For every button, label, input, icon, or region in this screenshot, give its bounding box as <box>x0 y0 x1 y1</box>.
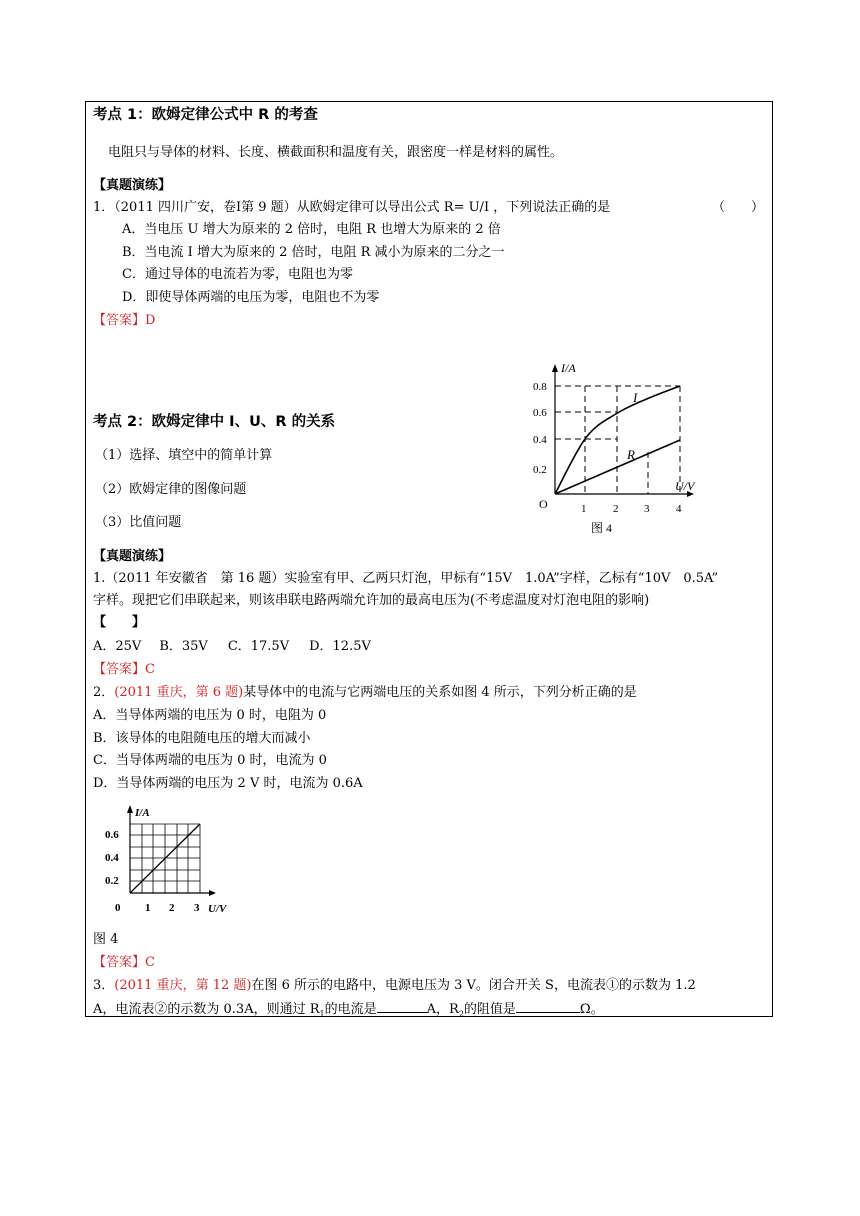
figure-top-grid <box>555 386 680 494</box>
y-tick-04: 0.4 <box>533 434 547 446</box>
small-x-tick-2: 2 <box>169 902 175 914</box>
origin-label: O <box>539 497 548 511</box>
small-origin: 0 <box>115 902 121 914</box>
curve-I-label: I <box>633 390 638 405</box>
s2-item-3: （3）比值问题 <box>95 515 182 530</box>
section2-title: 考点 2：欧姆定律中 I、U、R 的关系 <box>93 414 336 430</box>
y-tick-08: 0.8 <box>533 381 547 393</box>
s2-q1-line2: 字样。现把它们串联起来，则该串联电路两端允许加的最高电压为(不考虑温度对灯泡电阻的影响) <box>93 593 650 608</box>
s1-q1-option-b: B．当电流 I 增大为原来的 2 倍时，电阻 R 减小为原来的二分之一 <box>122 245 505 260</box>
s2-q3-source: (2011 重庆，第 12 题) <box>114 978 252 993</box>
blank-2 <box>516 999 580 1013</box>
s2-q2-answer: 【答案】C <box>93 955 155 970</box>
section1-title: 考点 1：欧姆定律公式中 R 的考查 <box>93 107 318 123</box>
s1-q1-option-c: C．通过导体的电流若为零，电阻也为零 <box>122 267 353 282</box>
y-axis-label: I/A <box>561 362 576 375</box>
small-y-tick-02: 0.2 <box>105 875 119 887</box>
s2-q3-line2: A，电流表②的示数为 0.3A，则通过 $R_1$的电流是 A，$R_2$的阻值是 Ω。 <box>93 999 604 1024</box>
s1-q1-option-d: D．即使导体两端的电压为零，电阻也不为零 <box>122 290 380 305</box>
s2-q1-line1: 1.（2011 年安徽省 第 16 题）实验室有甲、乙两只灯泡，甲标有“15V 1.0A”字样，乙标有“10V 0.5A” <box>93 571 719 586</box>
section1-intro: 电阻只与导体的材料、长度、横截面积和温度有关，跟密度一样是材料的属性。 <box>108 145 564 160</box>
s2-item-2: （2）欧姆定律的图像问题 <box>95 482 247 497</box>
x-axis-label: U/V <box>675 479 695 493</box>
practice-header-1: 【真题演练】 <box>93 178 172 193</box>
s2-q2-option-b: B．该导体的电阻随电压的增大而减小 <box>93 731 311 746</box>
x-tick-3: 3 <box>644 503 650 515</box>
s2-q2-option-d: D．当导体两端的电压为 2 V 时，电流为 0.6A <box>93 776 363 791</box>
s2-q1-option-c: C．17.5V <box>227 639 290 654</box>
s2-q2-figure-caption: 图 4 <box>93 932 119 947</box>
s1-q1-bracket: （ ） <box>712 200 765 215</box>
s2-item-1: （1）选择、填空中的简单计算 <box>95 448 273 463</box>
s2-q1-option-a: A．25V <box>93 639 142 654</box>
small-y-tick-04: 0.4 <box>105 852 119 864</box>
s1-q1-stem: 1．（2011 四川广安，卷Ⅰ第 9 题）从欧姆定律可以导出公式 R= U/I ，下列说法正确的是 <box>93 200 611 215</box>
small-x-arrow <box>209 890 216 896</box>
figure-top-caption: 图 4 <box>591 521 613 535</box>
s1-q1-option-a: A．当电压 U 增大为原来的 2 倍时，电阻 R 也增大为原来的 2 倍 <box>122 222 501 237</box>
small-y-arrow <box>127 805 133 813</box>
x-tick-1: 1 <box>581 503 587 515</box>
s2-q2-option-a: A．当导体两端的电压为 0 时，电阻为 0 <box>93 708 327 723</box>
small-y-label: I/A <box>135 807 150 819</box>
s2-q1-option-d: D．12.5V <box>309 639 371 654</box>
line-R-label: R <box>627 447 635 462</box>
s2-q1-option-b: B．35V <box>159 639 208 654</box>
y-axis-arrow <box>552 364 558 372</box>
s1-q1-answer: 【答案】D <box>93 313 156 328</box>
small-x-tick-3: 3 <box>194 902 200 914</box>
y-tick-02: 0.2 <box>533 464 547 476</box>
s2-q1-bracket: 【 】 <box>93 615 146 630</box>
s2-q3-stem: 3．(2011 重庆，第 12 题)在图 6 所示的电路中，电源电压为 3 V。闭合开关 S，电流表①的示数为 1.2 <box>93 978 696 993</box>
practice-header-2: 【真题演练】 <box>93 549 172 564</box>
blank-1 <box>377 999 427 1013</box>
figure-small-chart <box>95 803 240 921</box>
s2-q2-source: (2011 重庆，第 6 题) <box>114 685 244 700</box>
figure-top-chart <box>525 362 705 537</box>
s2-q2-stem: 2．(2011 重庆，第 6 题)某导体中的电流与它两端电压的关系如图 4 所示，下列分析正确的是 <box>93 685 637 700</box>
s2-q2-option-c: C．当导体两端的电压为 0 时，电流为 0 <box>93 753 327 768</box>
x-tick-2: 2 <box>613 503 619 515</box>
s2-q1-options <box>93 638 371 656</box>
s2-q1-answer: 【答案】C <box>93 662 155 677</box>
small-x-label: U/V <box>208 903 227 915</box>
small-x-tick-1: 1 <box>145 902 151 914</box>
small-y-tick-06: 0.6 <box>105 829 119 841</box>
x-tick-4: 4 <box>676 503 682 515</box>
y-tick-06: 0.6 <box>533 407 547 419</box>
